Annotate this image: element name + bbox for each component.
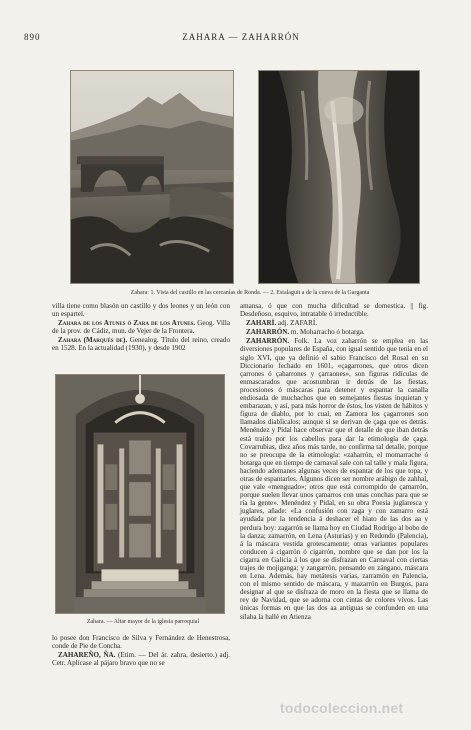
left-column-top: [52, 302, 230, 354]
right-column: [240, 302, 428, 622]
cave-stalactite-photo: [258, 70, 420, 284]
site-watermark: todocoleccion.net: [280, 700, 404, 716]
entry-zaharron: ZAHARRÓN. m. Moharracho ó botarga.: [246, 328, 365, 337]
church-photo-caption: Zahara. — Altar mayor de la iglesia parroquial: [86, 619, 200, 625]
text-paragraph: lo posee don Francisco de Silva y Fernández de Henestrosa, conde de Pie de Concha.: [52, 634, 230, 651]
castle-landscape-photo: [70, 70, 234, 284]
running-title: ZAHARA — ZAHARRÓN: [182, 32, 300, 42]
text-paragraph: amansa, ó que con mucha dificultad se domestica. || fig. Desdeñoso, esquivo, intratable ó irreductible.: [240, 302, 428, 319]
entry-zaharron-folk: ZAHARRÓN. Folk. La voz zaharrón se emplea en las diversiones populares de España, con igual sentido que tenía en el siglo XVI, que ya definió el sabio Francisco del Rosal en su Diccionario fechado en 1601, «çagarrones, que otros dicen çarrones ó çaharrones y çarraones», son figuras ridículas de enmascarados que acostumbran ir detrás de las fiestas, procesiones ó máscaras para detener y espantar la canalla endiosada de muchachos que en semejantes fiestas inquietan y embarazan, y así, para más horror de éstos, los visten de hábitos y figura de diablo, por lo cual, en Zamora los çagarrones son llamados diablicalos; aunque sí se derivan de çaga que es detrás. Menéndez y Pidal hace observar que el detalle de que iban detrás está traído por los cabellos para dar la etimología de çaga. Covarrubias, diez años más tarde, no confirma tal detalle, porque no se preocupa de la etimología: «zaharrón, el momarrache ó botarga que en tiempo de carnaval sale con tal talle y mala figura, haciendo ademanes algunas veces de espantar de los que topa, y otras de espantarles. Algunos dicen ser nombre arábigo de zahhal, que vale «menguado»; otros que está corrompido de çamarrón, porque suelen llevar unos çamarros con unas conchas para que se ría la gente». Menéndez y Pidal, en su obra Poesía juglaresca y juglares, añade: «La confusión con zaga y con zamarro está ayudada por la tendencia á deshacer el hiato de las dos aa y perdura hoy: zagarrón se llama hoy en Ciudad Rodrigo al bobo de la danza; zamarrón, en Lena (Asturias) y en Redondo (Palencia), á la máscara vestida grotescamente; otras variantes populares conducen á cigarrón ó cigarrón, nombre que se dan por los la cigarra en Galicia á los que se disfrazan en Carnaval con ciertas trajes de mojiganga; y zangarrón, pensando en zángano, máscara en Lena. Además, hay metátesis varias, zarramón en Palencia, con el mismo sentido de máscara, y mazarrón en Burgos, para designar al que se disfraza de moro en la fiesta que se llama de rey de Navidad, que se adorna con cintas de colores vivos. Las únicas formas en que las dos aa antiguas se confunden en una sílaba la hallé en Atienza: [240, 337, 428, 621]
entry-zahara-atunes: Zahara de los Atunes ó Zara de los Atunes. Geog. Villa de la prov. de Cádiz, mun. de Vejer de la Frontera.: [52, 319, 230, 336]
entry-zahara-marques: Zahara (Marqués de). Genealog. Título del reino, creado en 1528. En la actualidad (1930), y desde 1902: [52, 336, 231, 353]
church-altar-photo: [55, 374, 225, 614]
page-header: [24, 32, 458, 48]
entry-zahareno: ZAHAREÑO, ÑA. (Etim. — Del ár. zahra, desierto.) adj. Cetr. Aplícase al pájaro bravo que no se: [52, 651, 231, 668]
top-photos-caption: Zahara: 1. Vista del castillo en las cercanías de Ronda. — 2. Estalaguit a de la cueva de la Garganta: [130, 290, 370, 296]
entry-zahari: ZAHARÍ. adj. ZAFARÍ.: [246, 319, 318, 328]
left-column-bottom: [52, 634, 230, 668]
page-number: 890: [24, 32, 41, 42]
text-paragraph: villa tiene como blasón un castillo y dos leones y un león con un espartel.: [52, 302, 230, 319]
